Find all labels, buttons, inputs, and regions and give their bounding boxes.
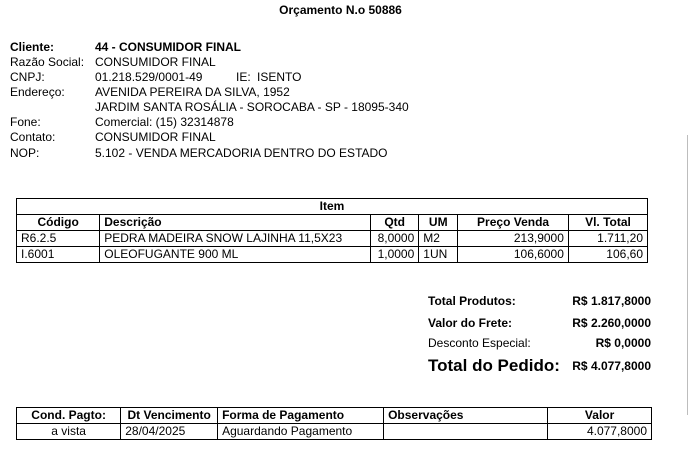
cell-forma-pagamento: Aguardando Pagamento: [218, 424, 384, 440]
ie-label: IE:: [236, 70, 251, 84]
ie-value: ISENTO: [257, 70, 302, 84]
endereco-label: Endereço:: [10, 85, 65, 99]
col-header-cond-pagto: Cond. Pagto:: [17, 408, 121, 424]
desconto-especial-label: Desconto Especial:: [428, 336, 531, 350]
col-header-vl-total: Vl. Total: [568, 215, 647, 231]
endereco-line1: AVENIDA PEREIRA DA SILVA, 1952: [95, 85, 290, 99]
fone-label: Fone:: [10, 115, 41, 129]
document-title: Orçamento N.o 50886: [279, 3, 402, 17]
col-header-qtd: Qtd: [371, 215, 419, 231]
razao-social-label: Razão Social:: [10, 55, 85, 69]
cell-codigo: R6.2.5: [17, 231, 100, 247]
cell-cond-pagto: a vista: [17, 424, 121, 440]
cell-valor: 4.077,8000: [548, 424, 652, 440]
nop-value: 5.102 - VENDA MERCADORIA DENTRO DO ESTADO: [95, 146, 388, 160]
valor-frete-label: Valor do Frete:: [428, 316, 513, 330]
total-produtos-value: R$ 1.817,8000: [572, 294, 651, 308]
valor-frete-value: R$ 2.260,0000: [572, 316, 651, 330]
table-row: [17, 247, 648, 263]
contato-label: Contato:: [10, 130, 56, 144]
items-table: [16, 198, 648, 263]
items-header-row: [17, 215, 648, 231]
fone-value: Comercial: (15) 32314878: [95, 115, 234, 129]
col-header-descricao: Descrição: [100, 215, 371, 231]
endereco-line2: JARDIM SANTA ROSÁLIA - SOROCABA - SP - 18095-340: [95, 100, 409, 114]
payment-table: [16, 407, 652, 440]
cell-vl-total: 1.711,20: [568, 231, 647, 247]
col-header-observacoes: Observações: [384, 408, 548, 424]
cliente-label: Cliente:: [10, 40, 55, 54]
right-edge-divider: [687, 135, 688, 415]
cell-descricao: PEDRA MADEIRA SNOW LAJINHA 11,5X23: [100, 231, 371, 247]
cliente-value: 44 - CONSUMIDOR FINAL: [95, 40, 242, 54]
table-row: [17, 231, 648, 247]
col-header-codigo: Código: [17, 215, 100, 231]
contato-value: CONSUMIDOR FINAL: [95, 130, 216, 144]
col-header-forma-pagamento: Forma de Pagamento: [218, 408, 384, 424]
cell-um: M2: [419, 231, 458, 247]
cell-preco-venda: 213,9000: [458, 231, 569, 247]
cnpj-value: 01.218.529/0001-49: [95, 70, 203, 84]
cell-qtd: 8,0000: [371, 231, 419, 247]
payment-header-row: [17, 408, 652, 424]
cell-observacoes: [384, 424, 548, 440]
cell-dt-vencimento: 28/04/2025: [121, 424, 218, 440]
nop-label: NOP:: [10, 146, 40, 160]
cell-vl-total: 106,60: [568, 247, 647, 263]
col-header-valor: Valor: [548, 408, 652, 424]
desconto-especial-value: R$ 0,0000: [595, 336, 651, 350]
items-section-title: Item: [17, 199, 648, 215]
cell-um: 1UN: [419, 247, 458, 263]
total-produtos-label: Total Produtos:: [428, 294, 516, 308]
col-header-dt-vencimento: Dt Vencimento: [121, 408, 218, 424]
cell-qtd: 1,0000: [371, 247, 419, 263]
cnpj-label: CNPJ:: [10, 70, 45, 84]
total-pedido-label: Total do Pedido:: [428, 356, 560, 375]
cell-codigo: I.6001: [17, 247, 100, 263]
razao-social-value: CONSUMIDOR FINAL: [95, 55, 216, 69]
total-pedido-value: R$ 4.077,8000: [572, 359, 651, 373]
col-header-preco-venda: Preço Venda: [458, 215, 569, 231]
cell-descricao: OLEOFUGANTE 900 ML: [100, 247, 371, 263]
table-row: [17, 424, 652, 440]
col-header-um: UM: [419, 215, 458, 231]
cell-preco-venda: 106,6000: [458, 247, 569, 263]
